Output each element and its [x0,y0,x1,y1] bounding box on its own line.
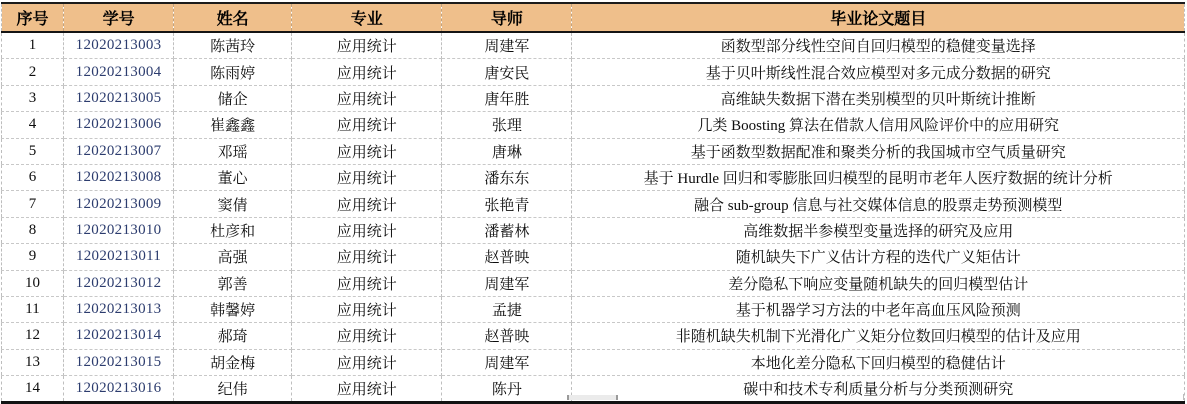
header-cell-no: 序号 [2,3,64,32]
cell-thesis-title: 碳中和技术专利质量分析与分类预测研究 [743,382,1014,399]
table-row [2,217,1185,243]
cell-no: 12 [2,323,64,349]
cell-thesis-title: 差分隐私下响应变量随机缺失的回归模型估计 [572,270,1185,296]
cell-name: 窦倩 [174,191,292,217]
cell-student-id: 12020213014 [64,323,174,349]
header-cell-student-id: 学号 [64,3,174,32]
cell-name: 董心 [174,164,292,190]
table-row [2,270,1185,296]
cell-thesis-title: 几类 Boosting 算法在借款人信用风险评价中的应用研究 [572,112,1185,138]
cell-major: 应用统计 [292,349,442,375]
cell-thesis-title: 基于贝叶斯线性混合效应模型对多元成分数据的研究 [572,59,1185,85]
cell-name: 纪伟 [174,376,292,403]
cell-advisor: 唐年胜 [442,85,572,111]
cell-major: 应用统计 [292,85,442,111]
cell-name: 韩馨婷 [174,296,292,322]
cell-student-id: 12020213007 [64,138,174,164]
cell-major: 应用统计 [292,323,442,349]
cell-student-id: 12020213009 [64,191,174,217]
cell-no: 11 [2,296,64,322]
header-cell-major: 专业 [292,3,442,32]
cell-name: 崔鑫鑫 [174,112,292,138]
cell-advisor: 赵普映 [442,323,572,349]
cell-major: 应用统计 [292,164,442,190]
cell-name: 高强 [174,244,292,270]
cell-student-id: 12020213005 [64,85,174,111]
cell-thesis-title: 非随机缺失机制下光滑化广义矩分位数回归模型的估计及应用 [572,323,1185,349]
cell-no: 5 [2,138,64,164]
cell-student-id: 12020213008 [64,164,174,190]
cell-student-id: 12020213010 [64,217,174,243]
cell-major: 应用统计 [292,138,442,164]
cell-advisor: 潘东东 [442,164,572,190]
table-row [2,112,1185,138]
table-row [2,32,1185,59]
table-row [2,191,1185,217]
cell-no: 4 [2,112,64,138]
cell-advisor: 唐琳 [442,138,572,164]
cell-student-id: 12020213013 [64,296,174,322]
cell-thesis-title: 函数型部分线性空间自回归模型的稳健变量选择 [572,32,1185,59]
cell-name: 陈茜玲 [174,32,292,59]
cell-no: 10 [2,270,64,296]
cell-no: 7 [2,191,64,217]
cell-advisor: 张艳青 [442,191,572,217]
table-row [2,164,1185,190]
partial-next-row-cell [567,395,618,400]
cell-advisor: 孟捷 [442,296,572,322]
cell-advisor: 陈丹 [442,376,572,403]
cell-advisor: 周建军 [442,270,572,296]
gridline-fragment [1183,394,1184,400]
cell-major: 应用统计 [292,32,442,59]
cell-student-id: 12020213006 [64,112,174,138]
table-row [2,349,1185,375]
cell-major: 应用统计 [292,217,442,243]
cell-major: 应用统计 [292,191,442,217]
cell-name: 杜彦和 [174,217,292,243]
cell-student-id: 12020213016 [64,376,174,403]
cell-student-id: 12020213011 [64,244,174,270]
cell-advisor: 唐安民 [442,59,572,85]
cell-thesis-title: 随机缺失下广义估计方程的迭代广义矩估计 [572,244,1185,270]
cell-advisor: 潘蓄林 [442,217,572,243]
cell-advisor: 周建军 [442,32,572,59]
table-header-row [2,3,1185,32]
cell-major: 应用统计 [292,59,442,85]
cell-thesis-title: 高维数据半参模型变量选择的研究及应用 [572,217,1185,243]
cell-no: 1 [2,32,64,59]
header-cell-thesis-title: 毕业论文题目 [572,3,1185,32]
thesis-roster-table [1,2,1185,404]
table-row [2,323,1185,349]
table-row [2,296,1185,322]
cell-thesis-title: 本地化差分隐私下回归模型的稳健估计 [572,349,1185,375]
cell-major: 应用统计 [292,244,442,270]
cell-no: 6 [2,164,64,190]
cell-advisor: 赵普映 [442,244,572,270]
cell-student-id: 12020213003 [64,32,174,59]
table-row [2,85,1185,111]
cell-advisor: 周建军 [442,349,572,375]
cell-no: 2 [2,59,64,85]
cell-thesis-title: 基于机器学习方法的中老年高血压风险预测 [572,296,1185,322]
header-cell-name: 姓名 [174,3,292,32]
cell-student-id: 12020213012 [64,270,174,296]
cell-name: 陈雨婷 [174,59,292,85]
table-row [2,244,1185,270]
cell-no: 3 [2,85,64,111]
cell-thesis-title: 基于 Hurdle 回归和零膨胀回归模型的昆明市老年人医疗数据的统计分析 [572,164,1185,190]
table-row [2,59,1185,85]
cell-student-id: 12020213015 [64,349,174,375]
cell-thesis-title: 融合 sub-group 信息与社交媒体信息的股票走势预测模型 [572,191,1185,217]
cell-no: 13 [2,349,64,375]
cell-major: 应用统计 [292,270,442,296]
cell-no: 14 [2,376,64,403]
cell-no: 9 [2,244,64,270]
cell-name: 郝琦 [174,323,292,349]
cell-name: 邓瑶 [174,138,292,164]
cell-major: 应用统计 [292,376,442,403]
table-row [2,138,1185,164]
cell-name: 储企 [174,85,292,111]
cell-major: 应用统计 [292,112,442,138]
cell-no: 8 [2,217,64,243]
cell-thesis-title: 基于函数型数据配准和聚类分析的我国城市空气质量研究 [572,138,1185,164]
cell-name: 胡金梅 [174,349,292,375]
cell-student-id: 12020213004 [64,59,174,85]
header-cell-advisor: 导师 [442,3,572,32]
cell-major: 应用统计 [292,296,442,322]
cell-advisor: 张理 [442,112,572,138]
cell-thesis-title: 高维缺失数据下潜在类别模型的贝叶斯统计推断 [572,85,1185,111]
cell-name: 郭善 [174,270,292,296]
